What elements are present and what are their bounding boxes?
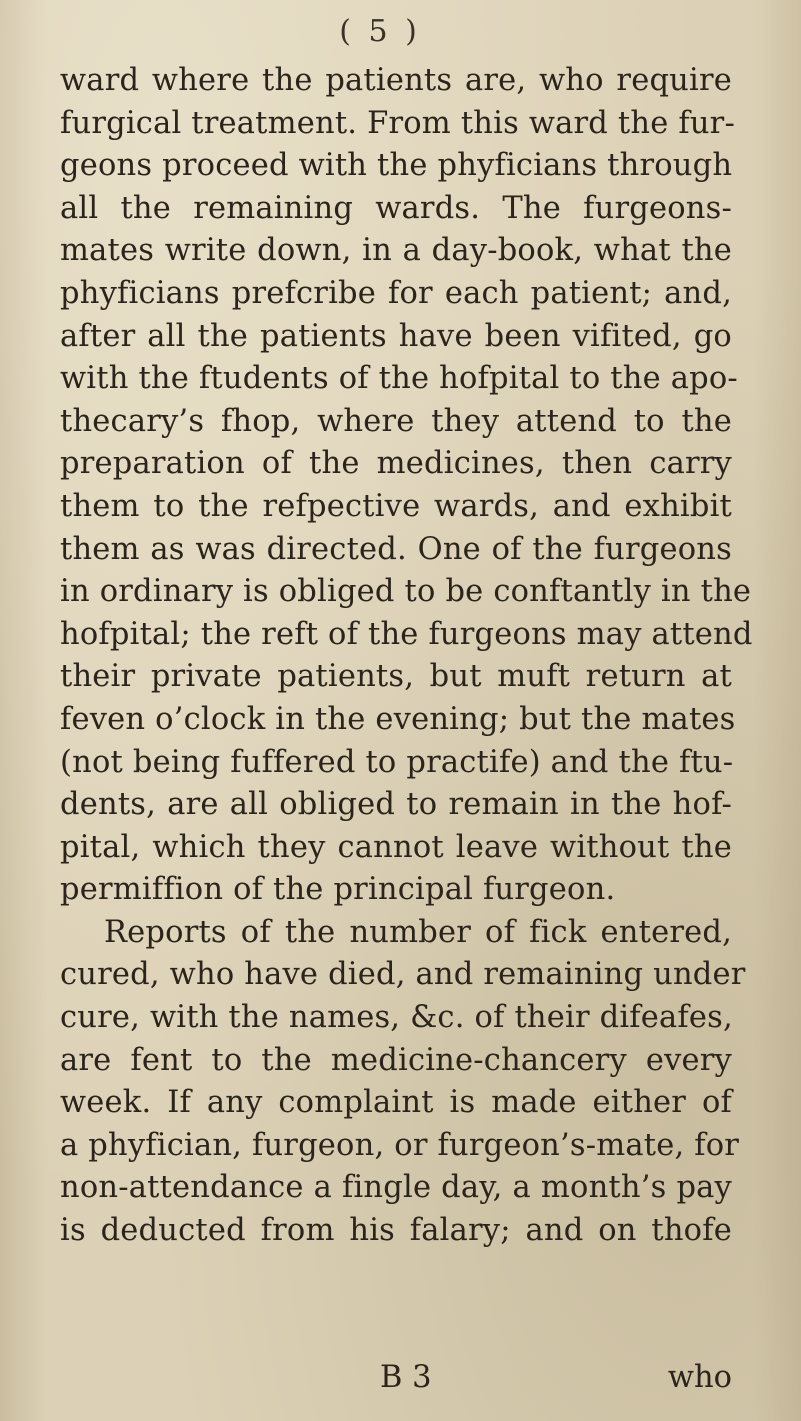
signature-mark: B 3 — [380, 1360, 432, 1395]
text-line: them to the refpective wards, and exhibit — [60, 488, 732, 524]
text-line-paragraph-end: permiffion of the principal furgeon. — [60, 872, 616, 908]
text-line: in ordinary is obliged to be conftantly in the — [60, 574, 752, 610]
text-line: preparation of the medicines, then carry — [60, 446, 732, 482]
text-line: feven o’clock in the evening; but the mates — [60, 701, 736, 737]
text-line: with the ftudents of the hofpital to the apo- — [60, 361, 738, 397]
text-line: their private patients, but muft return at — [60, 659, 732, 695]
text-line: hofpital; the reft of the furgeons may attend — [60, 616, 753, 652]
text-line: non-attendance a fingle day, a month’s pay — [60, 1170, 732, 1206]
text-line: (not being fuffered to practife) and the ftu- — [60, 744, 734, 780]
text-line: ward where the patients are, who require — [60, 63, 732, 98]
text-line: phyficians prefcribe for each patient; and, — [60, 275, 732, 311]
text-line: dents, are all obliged to remain in the hof- — [60, 787, 732, 823]
text-line: a phyfician, furgeon, or furgeon’s-mate, for — [60, 1127, 740, 1163]
text-line: all the remaining wards. The furgeons- — [60, 190, 732, 226]
text-line: cured, who have died, and remaining under — [60, 957, 746, 993]
text-line: cure, with the names, &c. of their difeafes, — [60, 1000, 733, 1036]
text-line: mates write down, in a day-book, what the — [60, 233, 732, 269]
page-number: ( 5 ) — [339, 14, 421, 49]
text-line: thecary’s fhop, where they attend to the — [60, 403, 732, 439]
body-text — [60, 60, 753, 1253]
text-line: furgical treatment. From this ward the fur- — [60, 105, 735, 141]
text-line: geons proceed with the phyficians through — [60, 148, 733, 184]
text-line: them as was directed. One of the furgeons — [60, 531, 732, 567]
text-line: after all the patients have been vifited, go — [60, 318, 732, 354]
page-footer — [60, 1356, 732, 1400]
text-line: is deducted from his falary; and on thofe — [60, 1213, 732, 1249]
text-line-paragraph-start: Reports of the number of fick entered, — [104, 914, 732, 950]
catchword: who — [667, 1360, 732, 1395]
text-line: week. If any complaint is made either of — [60, 1085, 732, 1121]
text-line: pital, which they cannot leave without the — [60, 829, 732, 865]
text-line: are fent to the medicine-chancery every — [60, 1042, 732, 1078]
